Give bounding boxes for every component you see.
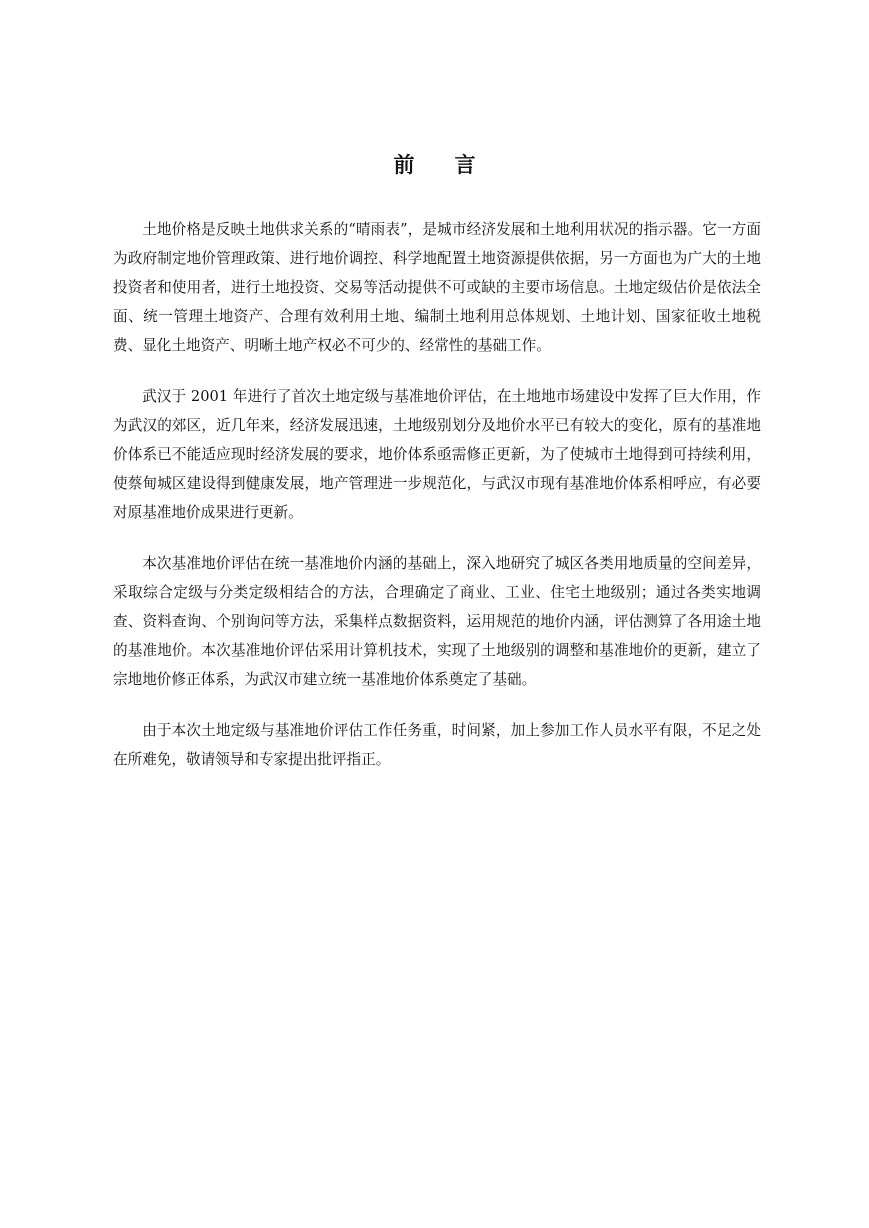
preface-body (113, 215, 761, 796)
paragraph-4: 由于本次土地定级与基准地价评估工作任务重，时间紧，加上参加工作人员水平有限，不足之处在所难免，敬请领导和专家提出批评指正。 (113, 722, 761, 768)
paragraph-2: 武汉于 2001 年进行了首次土地定级与基准地价评估，在土地地市场建设中发挥了巨大作用，作为武汉的郊区，近几年来，经济发展迅速，土地级别划分及地价水平已有较大的变化，原有的基准地价体系已不能适应现时经济发展的要求，地价体系亟需修正更新，为了使城市土地得到可持续利用，使蔡甸城区建设得到健康发展，地产管理进一步规范化，与武汉市现有基准地价体系相呼应，有必要对原基准地价成果进行更新。 (113, 388, 761, 521)
paragraph-3: 本次基准地价评估在统一基准地价内涵的基础上，深入地研究了城区各类用地质量的空间差异，采取综合定级与分类定级相结合的方法，合理确定了商业、工业、住宅土地级别；通过各类实地调查、资料查询、个别询问等方法，采集样点数据资料，运用规范的地价内涵，评估测算了各用途土地的基准地价。本次基准地价评估采用计算机技术，实现了土地级别的调整和基准地价的更新，建立了宗地地价修正体系，为武汉市建立统一基准地价体系奠定了基础。 (113, 555, 761, 688)
page-title: 前言 (393, 152, 516, 177)
paragraph-1: 土地价格是反映土地供求关系的“晴雨表”，是城市经济发展和土地利用状况的指示器。它一方面为政府制定地价管理政策、进行地价调控、科学地配置土地资源提供依据，另一方面也为广大的土地投资者和使用者，进行土地投资、交易等活动提供不可或缺的主要市场信息。土地定级估价是依法全面、统一管理土地资产、合理有效利用土地、编制土地利用总体规划、土地计划、国家征收土地税费、显化土地资产、明晰土地产权必不可少的、经常性的基础工作。 (113, 221, 761, 354)
